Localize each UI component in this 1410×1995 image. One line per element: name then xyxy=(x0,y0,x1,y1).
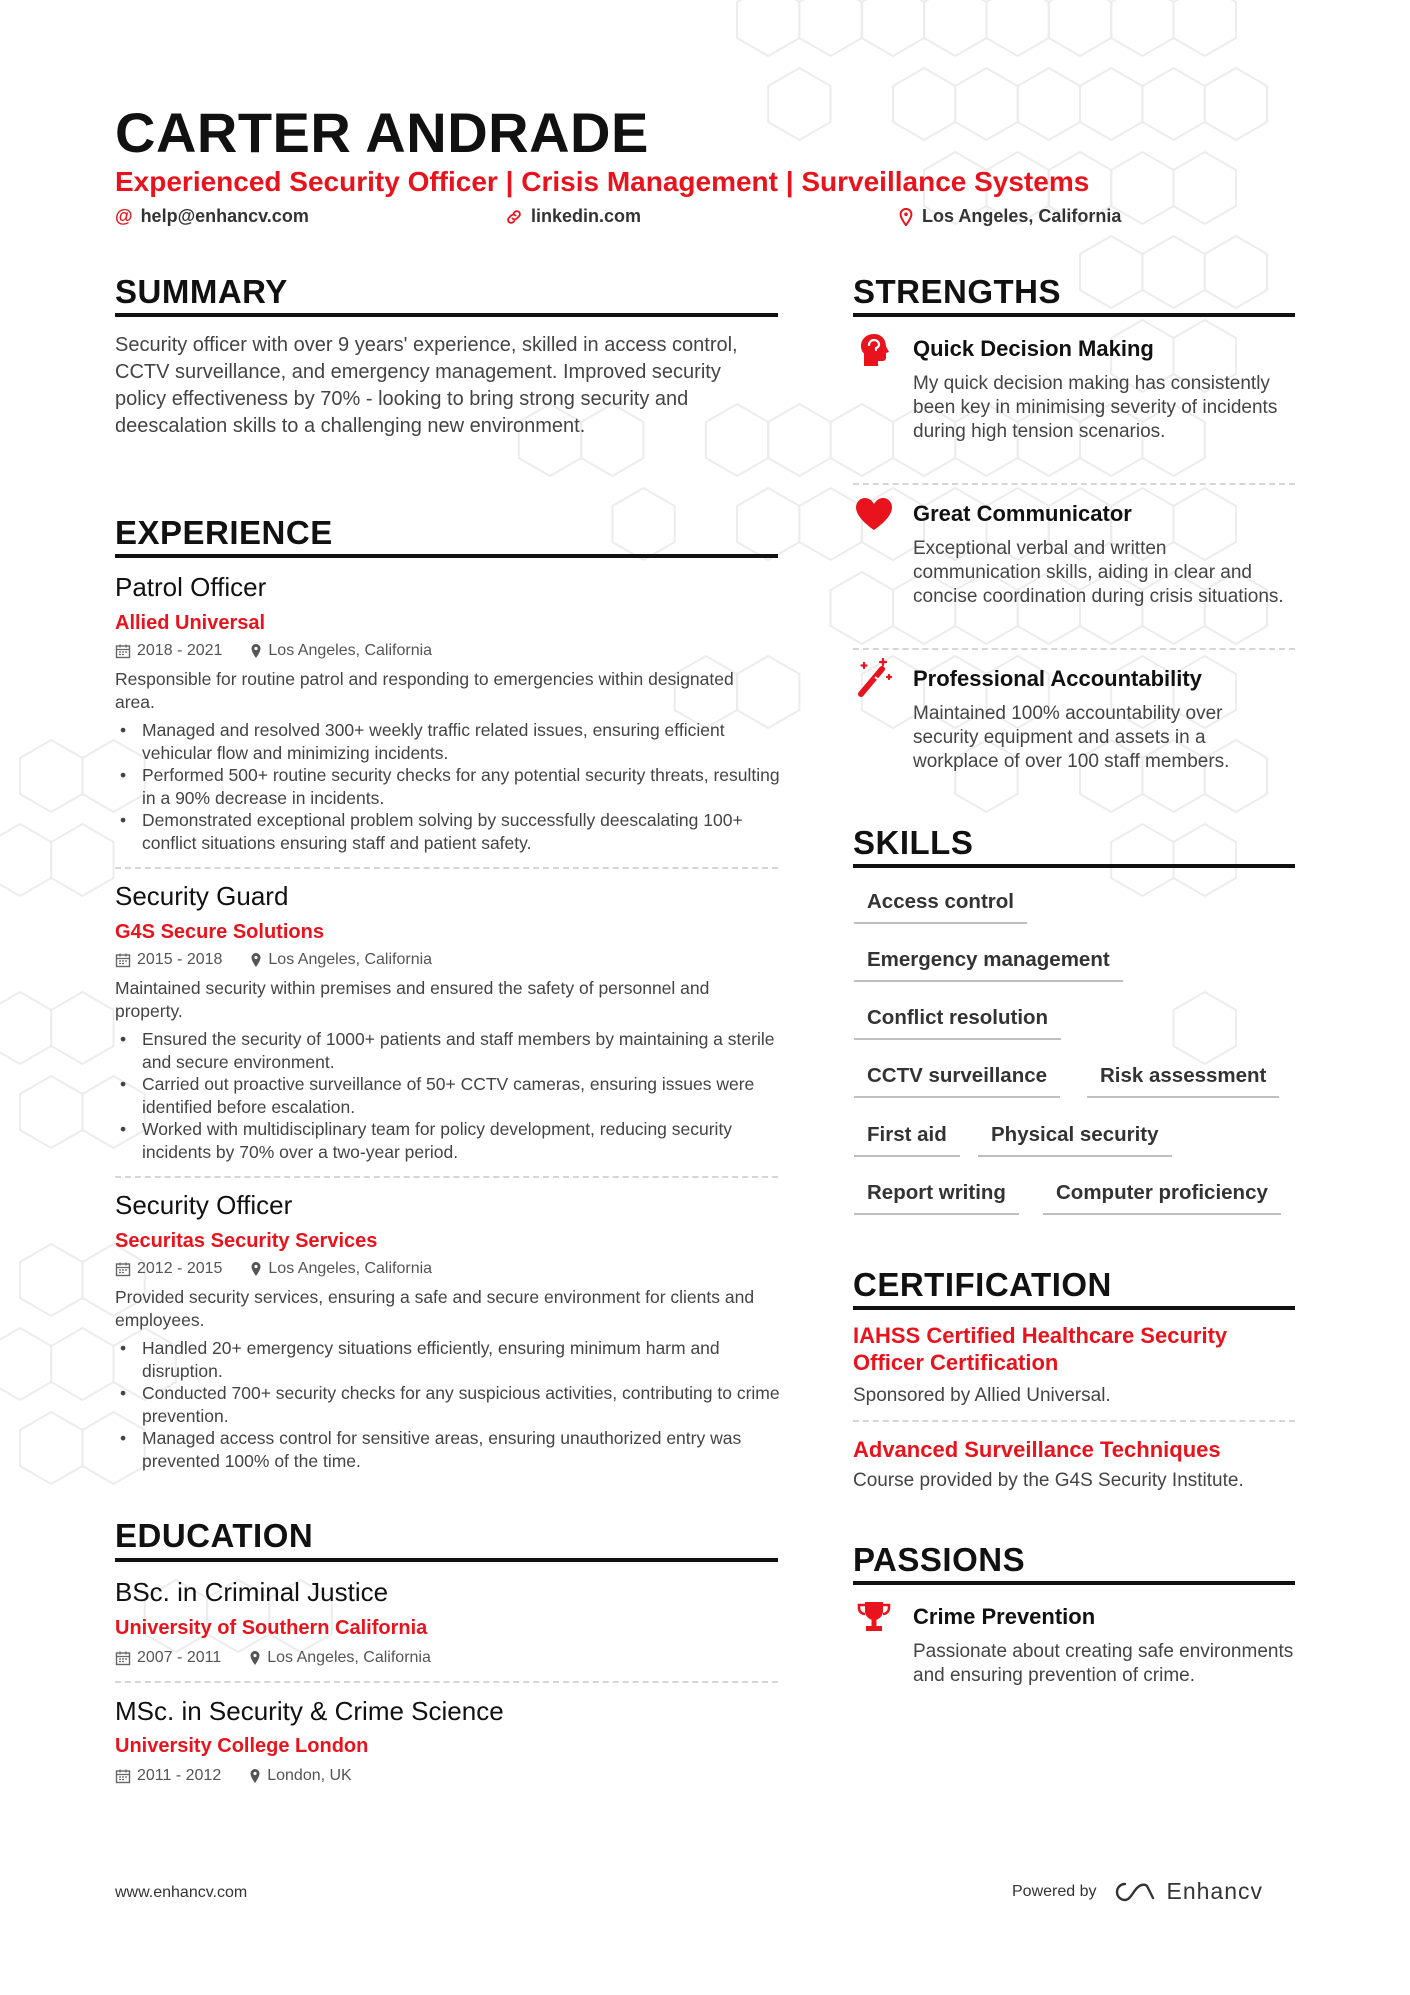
job-meta xyxy=(115,642,432,660)
skill-tag: Physical security xyxy=(978,1117,1172,1157)
job-dates: 2012 - 2015 xyxy=(137,1260,223,1277)
job-company: Allied Universal xyxy=(115,612,266,634)
job-bullet: • Performed 500+ routine security checks for any potential security threats, resulting in a 90% decrease in incidents. xyxy=(115,764,780,809)
job-bullet: • Carried out proactive surveillance of 50+ CCTV cameras, ensuring issues were identified before escalation. xyxy=(115,1073,780,1118)
contact-linkedin[interactable] xyxy=(505,206,641,227)
job-bullet: • Handled 20+ emergency situations efficiently, ensuring minimum harm and disruption. xyxy=(115,1337,780,1382)
job-title: Patrol Officer xyxy=(115,572,267,602)
job-bullet: • Demonstrated exceptional problem solving by successfully deescalating 100+ conflict situations ensuring staff and patient safety. xyxy=(115,809,780,854)
job-bullet: • Worked with multidisciplinary team for policy development, reducing security incidents by 70% over a two-year period. xyxy=(115,1118,780,1163)
linkedin-text: linkedin.com xyxy=(531,206,642,226)
powered-by-text: Powered by xyxy=(1012,1882,1097,1900)
skill-tag: Emergency management xyxy=(854,942,1123,982)
summary-heading: SUMMARY xyxy=(115,273,288,310)
headline: Experienced Security Officer | Crisis Management | Surveillance Systems xyxy=(115,166,1090,197)
skill-tag: Conflict resolution xyxy=(854,1000,1061,1040)
link-icon xyxy=(505,208,523,226)
divider xyxy=(853,1420,1295,1422)
summary-rule xyxy=(115,313,778,317)
job-location: Los Angeles, California xyxy=(268,951,433,968)
heart-icon xyxy=(854,494,894,534)
job-bullet: • Conducted 700+ security checks for any suspicious activities, contributing to crime prevention. xyxy=(115,1382,780,1427)
degree-title: MSc. in Security & Crime Science xyxy=(115,1696,504,1726)
strength-description: My quick decision making has consistently been key in minimising severity of incidents during high tension scenarios. xyxy=(913,373,1278,442)
skill-tag: Access control xyxy=(854,884,1027,924)
summary-text: Security officer with over 9 years' experience, skilled in access control, CCTV surveillance, and emergency management. Improved security policy effectiveness by 70% - looking to bring strong security and deescalation skills to a challenging new environment. xyxy=(115,334,738,437)
job-bullets xyxy=(115,1028,780,1163)
education-meta xyxy=(115,1767,352,1785)
calendar-icon xyxy=(115,952,131,968)
skill-tag: Report writing xyxy=(854,1175,1019,1215)
job-description: Maintained security within premises and ensured the safety of personnel and property. xyxy=(115,978,710,1021)
job-bullets xyxy=(115,719,780,854)
email-text: help@enhancv.com xyxy=(140,206,309,226)
school-name: University College London xyxy=(115,1735,369,1757)
map-pin-icon xyxy=(249,1650,261,1666)
contact-email[interactable] xyxy=(115,206,309,227)
passions-rule xyxy=(853,1581,1295,1585)
brain-head-icon xyxy=(854,330,894,370)
calendar-icon xyxy=(115,1650,131,1666)
job-meta xyxy=(115,1260,432,1278)
education-location: Los Angeles, California xyxy=(267,1649,431,1666)
job-title: Security Guard xyxy=(115,881,289,911)
enhancv-logo-icon xyxy=(1111,1880,1157,1904)
school-name: University of Southern California xyxy=(115,1617,428,1639)
job-meta xyxy=(115,951,432,969)
skill-tag: First aid xyxy=(854,1117,960,1157)
job-description: Provided security services, ensuring a safe and secure environment for clients and employees. xyxy=(115,1287,755,1330)
job-description: Responsible for routine patrol and responding to emergencies within designated area. xyxy=(115,669,734,712)
certification-description: Sponsored by Allied Universal. xyxy=(853,1385,1111,1406)
certification-heading: CERTIFICATION xyxy=(853,1266,1112,1303)
job-location: Los Angeles, California xyxy=(268,642,433,659)
job-bullet: • Ensured the security of 1000+ patients and staff members by maintaining a sterile and secure environment. xyxy=(115,1028,780,1073)
certification-rule xyxy=(853,1306,1295,1310)
job-company: Securitas Security Services xyxy=(115,1230,378,1252)
certification-title: Advanced Surveillance Techniques xyxy=(853,1437,1221,1462)
skill-tag: Computer proficiency xyxy=(1043,1175,1281,1215)
passion-title: Crime Prevention xyxy=(913,1604,1096,1629)
divider xyxy=(853,648,1295,650)
trophy-icon xyxy=(854,1597,894,1637)
job-title: Security Officer xyxy=(115,1190,293,1220)
strengths-heading: STRENGTHS xyxy=(853,273,1062,310)
location-text: Los Angeles, California xyxy=(922,206,1122,226)
education-meta xyxy=(115,1649,431,1667)
map-pin-icon xyxy=(250,952,262,968)
map-pin-icon xyxy=(250,1261,262,1277)
job-dates: 2018 - 2021 xyxy=(137,642,223,659)
education-dates: 2011 - 2012 xyxy=(137,1767,222,1784)
footer-website[interactable]: www.enhancv.com xyxy=(115,1884,248,1901)
job-bullets xyxy=(115,1337,780,1472)
contact-location xyxy=(898,206,1121,227)
job-location: Los Angeles, California xyxy=(268,1260,433,1277)
map-pin-icon xyxy=(250,643,262,659)
at-sign-icon: @ xyxy=(115,206,133,226)
experience-rule xyxy=(115,554,778,558)
candidate-name: CARTER ANDRADE xyxy=(115,101,649,164)
strength-title: Great Communicator xyxy=(913,501,1132,526)
job-bullet: • Managed and resolved 300+ weekly traffic related issues, ensuring efficient vehicular flow and minimizing incidents. xyxy=(115,719,780,764)
calendar-icon xyxy=(115,1261,131,1277)
divider xyxy=(115,1681,778,1683)
skill-tag: CCTV surveillance xyxy=(854,1058,1060,1098)
map-pin-icon xyxy=(898,208,914,226)
map-pin-icon xyxy=(249,1768,261,1784)
passion-description: Passionate about creating safe environments and ensuring prevention of crime. xyxy=(913,1641,1294,1686)
passions-heading: PASSIONS xyxy=(853,1541,1026,1578)
job-bullet: • Managed access control for sensitive areas, ensuring unauthorized entry was prevented 100% of the time. xyxy=(115,1427,780,1472)
divider xyxy=(115,867,778,869)
job-dates: 2015 - 2018 xyxy=(137,951,223,968)
enhancv-logo[interactable] xyxy=(1111,1878,1264,1905)
calendar-icon xyxy=(115,643,131,659)
certification-description: Course provided by the G4S Security Institute. xyxy=(853,1470,1244,1491)
skill-tag: Risk assessment xyxy=(1087,1058,1279,1098)
strengths-rule xyxy=(853,313,1295,317)
strength-title: Professional Accountability xyxy=(913,666,1202,691)
brand-name: Enhancv xyxy=(1166,1878,1264,1904)
skills-heading: SKILLS xyxy=(853,824,974,861)
magic-wand-icon xyxy=(854,657,894,697)
education-location: London, UK xyxy=(267,1767,352,1784)
strength-description: Maintained 100% accountability over security equipment and assets in a workplace of over 100 staff members. xyxy=(913,703,1230,772)
education-rule xyxy=(115,1558,778,1562)
strength-title: Quick Decision Making xyxy=(913,336,1154,361)
footer-branding xyxy=(1012,1878,1263,1905)
experience-heading: EXPERIENCE xyxy=(115,514,333,551)
education-dates: 2007 - 2011 xyxy=(137,1649,222,1666)
degree-title: BSc. in Criminal Justice xyxy=(115,1577,389,1607)
skills-rule xyxy=(853,864,1295,868)
education-heading: EDUCATION xyxy=(115,1517,314,1554)
job-company: G4S Secure Solutions xyxy=(115,921,324,943)
certification-title: IAHSS Certified Healthcare Security Officer Certification xyxy=(853,1323,1228,1375)
strength-description: Exceptional verbal and written communication skills, aiding in clear and concise coordination during crisis situations. xyxy=(913,538,1284,607)
calendar-icon xyxy=(115,1768,131,1784)
divider xyxy=(853,483,1295,485)
divider xyxy=(115,1176,778,1178)
